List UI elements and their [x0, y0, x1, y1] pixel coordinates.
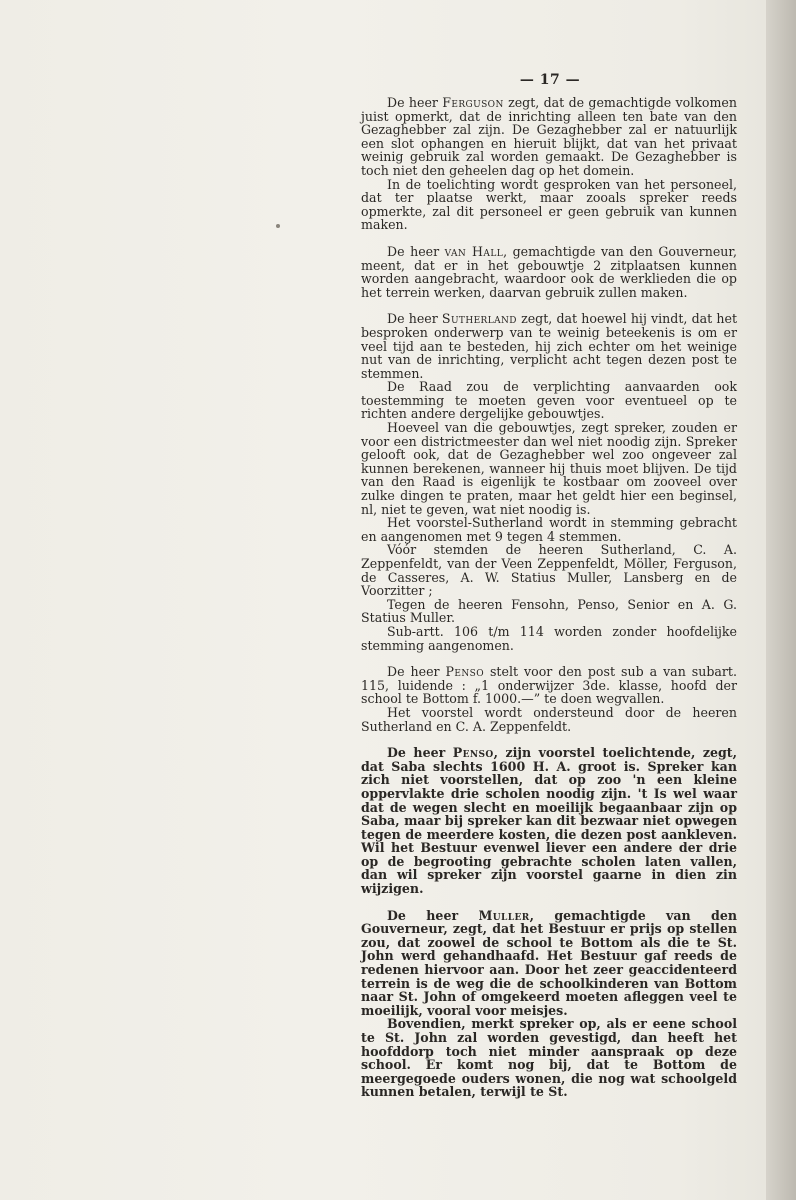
paragraph [361, 312, 737, 380]
paragraph-text: Vóór stemden de heeren Sutherland, C. A. Zeppenfeldt, van der Veen Zeppenfeldt, Möller, Ferguson, de Casseres, A. W. Statius Muller, Lansberg en de Voorzitter ; [361, 542, 737, 599]
paragraph-text: De heer [387, 907, 479, 923]
paragraph [361, 1017, 737, 1099]
paragraph-text: Sub-artt. 106 t/m 114 worden zonder hoofdelijke stemming aangenomen. [361, 623, 737, 653]
paragraph-text: Het voorstel wordt ondersteund door de heeren Sutherland en C. A. Zeppenfeldt. [361, 704, 737, 734]
paragraph-text: De heer [387, 745, 453, 761]
paragraph-text: zegt, dat de gemachtigde volkomen juist opmerkt, dat de inrichting alleen ten bate van den Gezaghebber zal zijn. De Gezaghebber zal er natuurlijk een slot ophangen en hieruit blijkt, dat van het privaat weinig gebruik zal worden gemaakt. De Gezaghebber is toch niet den geheelen dag op het domein. [361, 95, 737, 178]
paragraph-text: Het voorstel-Sutherland wordt in stemming gebracht en aangenomen met 9 tegen 4 stemmen. [361, 515, 737, 544]
paragraph-text: In de toelichting wordt gesproken van het personeel, dat ter plaatse werkt, maar zooals spreker reeds opmerkte, zal dit personeel er geen gebruik van kunnen maken. [361, 176, 737, 233]
paragraph-text: , gemachtigde van den Gouverneur, zegt, dat het Bestuur er prijs op stellen zou, dat zoowel de school te Bottom als die te St. John werd gehandhaafd. Het Bestuur gaf reeds de redenen hiervoor aan. Door het zeer geaccidenteerd terrein is de weg die de schoolkinderen van Bottom naar St. John of omgekeerd moeten afleggen veel te moeilijk, vooral voor meisjes. [361, 907, 737, 1018]
paragraph-text: De heer [387, 664, 446, 680]
speaker-name: Sutherland [441, 311, 517, 327]
paragraph-text: Hoeveel van die gebouwtjes, zegt spreker, zouden er voor een districtmeester dan wel niet noodig zijn. Spreker gelooft ook, dat de Gezaghebber wel zoo ongeveer zal kunnen berekenen, wanneer hij thuis moet blijven. De tijd van den Raad is eigenlijk te kostbaar om zooveel over zulke dingen te praten, maar het geldt hier een beginsel, nl, niet te geven, wat niet noodig is. [361, 420, 737, 517]
speck-mark [276, 224, 280, 228]
paragraph [361, 909, 737, 1018]
paragraph [361, 746, 737, 896]
paragraph [361, 625, 737, 652]
paragraph-text: , zijn voorstel toelichtende, zegt, dat Saba slechts 1600 H. A. groot is. Spreker kan zich niet voorstellen, dat op zoo 'n een kleine oppervlakte drie scholen noodig zijn. 't Is wel waar dat de wegen slecht en moeilijk begaanbaar zijn op Saba, maar bij spreker kan dit bezwaar niet opwegen tegen de meerdere kosten, die dezen post aankleven. Wil het Bestuur evenwel liever een andere der drie op de begrooting gebrachte scholen laten vallen, dan wil spreker zijn voorstel gaarne in dien zin wijzigen. [361, 745, 737, 897]
paragraph-text: Bovendien, merkt spreker op, als er eene school te St. John zal worden gevestigd, dan heeft het hoofddorp toch niet minder aanspraak op deze school. Er komt nog bij, dat te Bottom de meergegoede ouders wonen, die nog wat schoolgeld kunnen betalen, terwijl te St. [361, 1016, 737, 1100]
speaker-name: Penso [445, 664, 484, 680]
paragraph [361, 665, 737, 706]
paragraph-text: zegt, dat hoewel hij vindt, dat het besproken onderwerp van te weinig beteekenis is om er veel tijd aan te besteden, hij zich echter om het weinige nut van de inrichting, verplicht acht tegen dezen post te stemmen. [361, 311, 738, 381]
paragraph [361, 380, 737, 421]
paragraph [361, 516, 737, 543]
speaker-name: Penso [452, 745, 494, 761]
paragraph [361, 543, 737, 597]
paragraph [361, 96, 737, 178]
speaker-name: Muller [478, 907, 530, 923]
book-spine-edge [766, 0, 796, 1200]
paragraph [361, 178, 737, 232]
paragraph-text: stelt voor den post sub a van subart. 115, luidende : „1 onderwijzer 3de. klasse, hoofd der school te Bottom f. 1000.—” te doen wegvallen. [361, 664, 738, 707]
speaker-name: van Hall [444, 243, 504, 259]
paragraph-text: De heer [387, 311, 442, 327]
paragraph [361, 421, 737, 516]
paragraph [361, 598, 737, 625]
paragraph-text: De heer [387, 95, 443, 110]
paragraph-text: Tegen de heeren Fensohn, Penso, Senior en A. G. Statius Muller. [361, 596, 737, 626]
text-column [361, 96, 737, 1099]
paragraph-text: De heer [387, 243, 445, 259]
paragraph-text: De Raad zou de verplichting aanvaarden ook toestemming te moeten geven voor eventueel op te richten andere dergelijke gebouwtjes. [361, 379, 737, 422]
paragraph [361, 245, 737, 299]
paragraph [361, 706, 737, 733]
paragraph-text: , gemachtigde van den Gouverneur, meent, dat er in het gebouwtje 2 zitplaatsen kunnen worden aangebracht, waardoor ook de werklieden die op het terrein werken, daarvan gebruik zullen maken. [361, 243, 738, 300]
speaker-name: Ferguson [442, 95, 504, 110]
page-number: — 17 — [519, 72, 581, 88]
